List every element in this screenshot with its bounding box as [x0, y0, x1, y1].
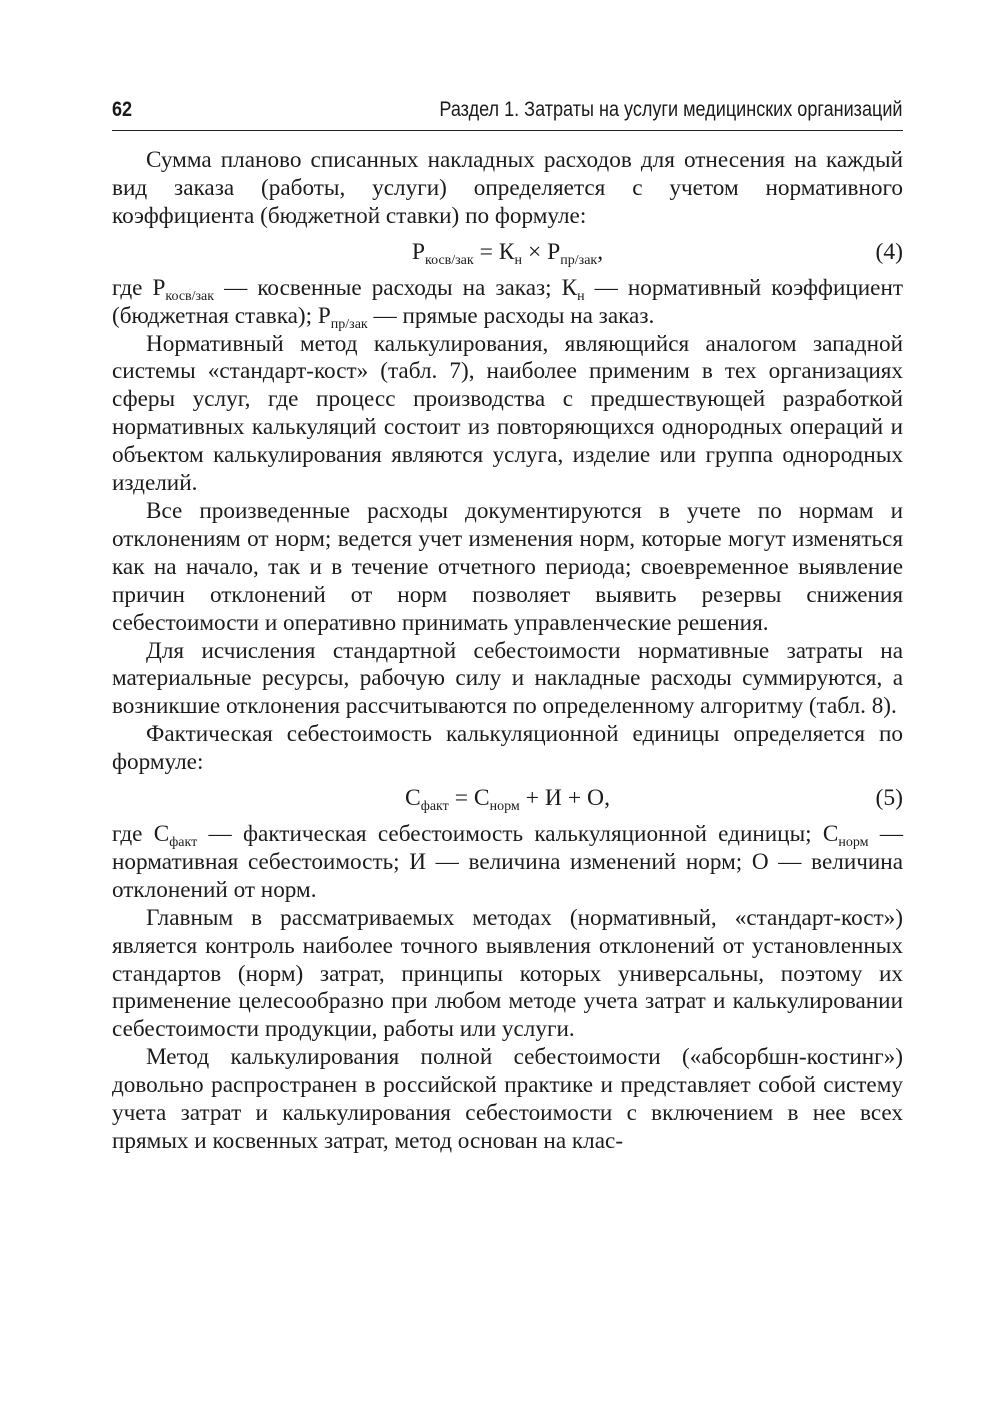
- formula-5-number: (5): [875, 785, 903, 812]
- running-header: [112, 96, 903, 131]
- paragraph-absorption-costing: Метод калькулирования полной себестоимости («абсорбшн-костинг») довольно распространен в российской практике и представляет собой систему учета затрат и калькулирования себестоимости с включением в нее всех прямых и косвенных затрат, метод основан на клас-: [112, 1044, 903, 1154]
- formula-5-legend: где $С_{факт}$ — фактическая себестоимость калькуляционной единицы; $С_{норм}$ — нормативная себестоимость; И — величина изменений норм; О — величина отклонений от норм.: [112, 821, 903, 903]
- paragraph-actual-cost: Фактическая себестоимость калькуляционной единицы определяется по формуле:: [112, 721, 903, 776]
- page-number: 62: [112, 98, 133, 121]
- section-title: Раздел 1. Затраты на услуги медицинских организаций: [439, 98, 903, 121]
- formula-4-expression: $Р_{косв/зак} = К_н \times Р_{пр/зак}$,: [411, 238, 604, 268]
- paragraph-overhead-allocation: Сумма планово списанных накладных расходов для отнесения на каждый вид заказа (работы, услуги) определяется с учетом нормативного коэффициента (бюджетной ставки) по формуле:: [112, 147, 903, 229]
- formula-5: [112, 779, 903, 821]
- paragraph-standard-cost: Для исчисления стандартной себестоимости нормативные затраты на материальные ресурсы, рабочую силу и накладные расходы суммируются, а возникшие отклонения рассчитываются по определенному алгоритму (табл. 8).: [112, 637, 903, 720]
- paragraph-expenses-documented: Все произведенные расходы документируются в учете по нормам и отклонениям от норм; ведется учет изменения норм, которые могут изменяться как на начало, так и в течение отчетного периода; своевременное выявление причин отклонений от норм позволяет выявить резервы снижения себестоимости и оперативно принимать управленческие решения.: [112, 497, 903, 636]
- formula-4-number: (4): [875, 238, 903, 265]
- formula-4: [112, 233, 903, 275]
- body-text: [112, 147, 903, 1156]
- paragraph-normative-method: Нормативный метод калькулирования, являющийся аналогом западной системы «стандарт-кост» (табл. 7), наиболее применим в тех организациях сферы услуг, где процесс производства с предшествующей разработкой нормативных калькуляций состоит из повторяющихся однородных операций и объектом калькулирования являются услуга, изделие или группа однородных изделий.: [112, 330, 903, 497]
- paragraph-main-methods: Главным в рассматриваемых методах (нормативный, «стандарт-кост») является контроль наиболее точного выявления отклонений от установленных стандартов (норм) затрат, принципы которых универсальны, поэтому их применение целесообразно при любом методе учета затрат и калькулировании себестоимости продукции, работы или услуги.: [112, 904, 903, 1043]
- formula-4-legend: где $Р_{косв/зак}$ — косвенные расходы на заказ; $К_н$ — нормативный коэффициент (бюджетная ставка); $Р_{пр/зак}$ — прямые расходы на заказ.: [112, 274, 904, 332]
- formula-5-expression: $С_{факт} = С_{норм} + И + О$,: [405, 785, 610, 815]
